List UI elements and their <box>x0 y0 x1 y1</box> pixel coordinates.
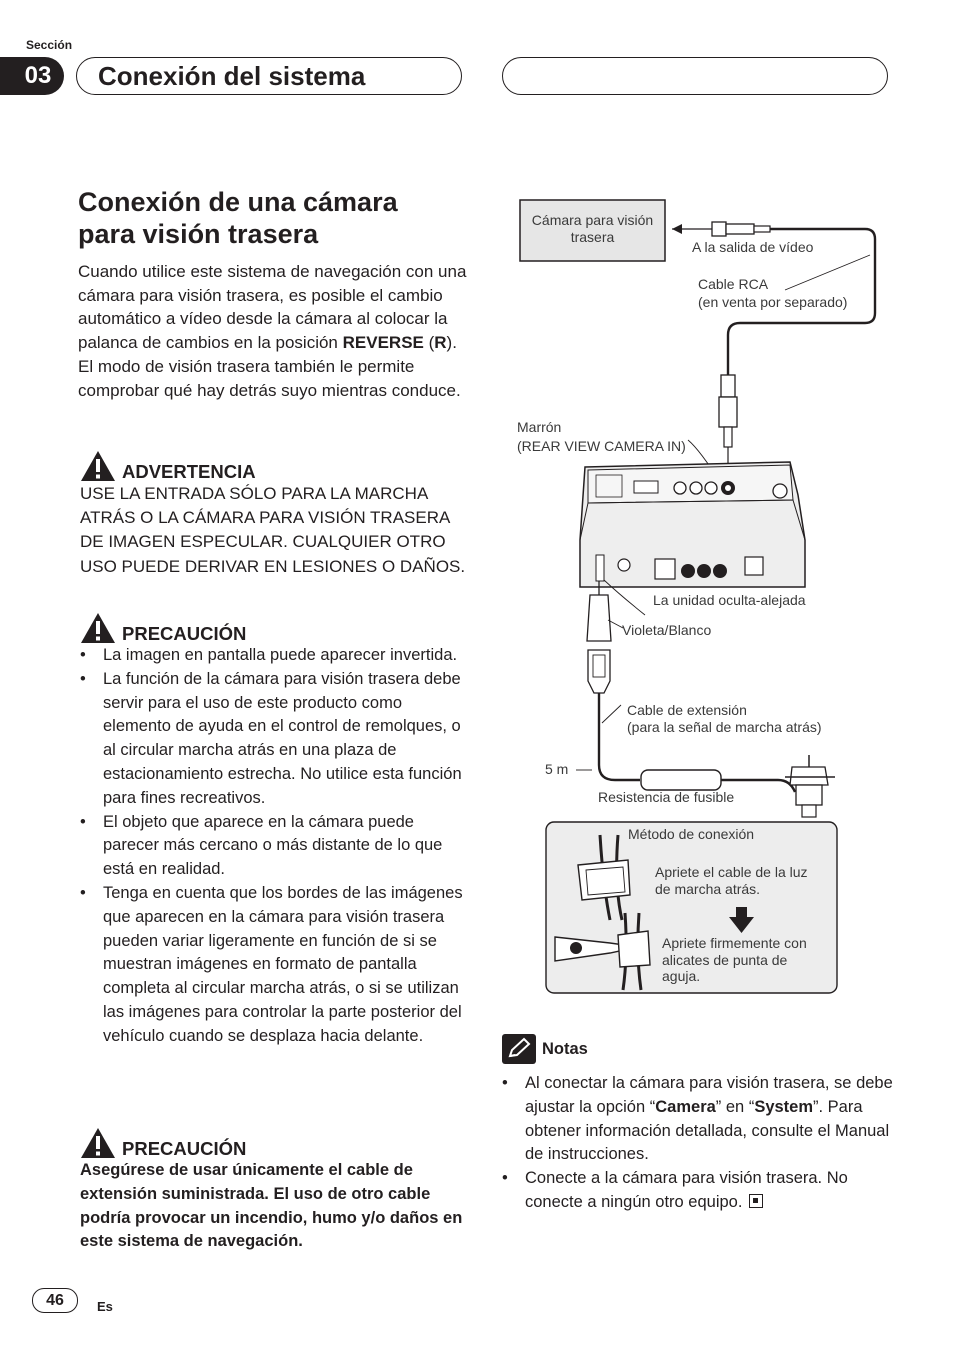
extension-cable-label: Cable de extensión <box>627 702 747 718</box>
notes-header <box>502 1034 894 1064</box>
violet-white-label: Violeta/Blanco <box>622 622 712 638</box>
section-right-frame <box>502 57 888 95</box>
intro-text-3: ). El modo de visión trasera también le permite comprobar qué hay detrás suyo mientras conduce. <box>78 333 461 400</box>
intro-bold-r: R <box>434 333 447 353</box>
section-title: Conexión del sistema <box>98 61 366 91</box>
warning-label: ADVERTENCIA <box>122 461 256 482</box>
list-item: • El objeto que aparece en la cámara puede parecer más cercano o más distante de lo que está en realidad. <box>80 811 472 882</box>
warning-text: USE LA ENTRADA SÓLO PARA LA MARCHA ATRÁS O LA CÁMARA PARA VISIÓN TRASERA DE IMAGEN ESPECULAR. CUALQUIER OTRO USO PUEDE DERIVAR EN LESIONES O DAÑOS. <box>80 484 466 576</box>
warning-triangle-icon <box>80 612 116 644</box>
list-item: • La función de la cámara para visión trasera debe servir para el uso de este producto como elemento de ayuda en el control de remolques, o al circular marcha atrás en una plaza de estacionamiento estrecha. No utilice esta función para fines recreativos. <box>80 668 472 811</box>
warning-triangle-icon <box>80 1127 116 1159</box>
hideaway-unit-label: La unidad oculta-alejada <box>653 592 806 608</box>
brown-wire-label: Marrón <box>517 419 562 435</box>
warning-header <box>80 450 470 482</box>
notes-list <box>502 1072 894 1215</box>
camera-box-label: Cámara para visión trasera <box>531 212 654 245</box>
caution-list <box>80 644 472 1049</box>
language-code: Es <box>97 1299 113 1314</box>
list-item: • La imagen en pantalla puede aparecer invertida. <box>80 644 472 668</box>
note1-bold-system: System <box>754 1097 814 1116</box>
step1-line1: Apriete el cable de la luz <box>655 864 808 880</box>
fuse-resistor-label: Resistencia de fusible <box>598 789 735 805</box>
brown-wire-terminal: (REAR VIEW CAMERA IN) <box>517 438 686 454</box>
step1-line2: de marcha atrás. <box>655 881 761 897</box>
caution-label-1: PRECAUCIÓN <box>122 623 247 644</box>
section-number-badge: 03 <box>0 57 64 95</box>
note2-text: Conecte a la cámara para visión trasera. No conecte a ningún otro equipo. <box>525 1169 848 1211</box>
step2-line2: alicates de punta de <box>662 952 788 968</box>
caution-header-2 <box>80 1127 472 1159</box>
note1-text-3: ”. Para obtener información detallada, consulte el Manual de instrucciones. <box>525 1097 890 1164</box>
rca-cable-label: Cable RCA <box>698 276 769 292</box>
list-item <box>502 1167 894 1215</box>
caution-label-2: PRECAUCIÓN <box>122 1138 247 1159</box>
note1-text-2: ” en “ <box>715 1097 755 1116</box>
caution-block-1 <box>80 612 472 1049</box>
intro-bold-reverse: REVERSE <box>342 333 424 353</box>
list-item: • Tenga en cuenta que los bordes de las imágenes que aparecen en la cámara para visión trasera pueden variar ligeramente en función de si se muestran imágenes en formato de pantalla completa al circular marcha atrás, o si se utilizan las imágenes para controlar la parte posterior del vehículo cuando se desplaza hacia delante. <box>80 882 472 1049</box>
warning-block <box>80 450 470 579</box>
intro-text-2: ( <box>423 333 435 353</box>
step2-line3: aguja. <box>662 968 701 984</box>
note1-text-1: Al conectar la cámara para visión trasera, se debe ajustar la opción “ <box>525 1074 893 1116</box>
page-number: 46 <box>32 1288 78 1313</box>
end-mark-icon <box>749 1194 763 1208</box>
notes-block <box>502 1034 894 1215</box>
list-item <box>502 1072 894 1167</box>
page-title-line1: Conexión de una cámara <box>78 187 398 217</box>
notes-label: Notas <box>542 1039 588 1058</box>
connection-diagram <box>500 195 940 1000</box>
intro-text-1: Cuando utilice este sistema de navegación con una cámara para visión trasera, es posible el cambio automático a vídeo desde la cámara al colocar la palanca de cambios en la posición <box>78 262 467 353</box>
step2-line1: Apriete firmemente con <box>662 935 807 951</box>
caution-block-2 <box>80 1127 472 1254</box>
page-title <box>78 186 478 250</box>
rca-cable-note: (en venta por separado) <box>698 294 848 310</box>
section-label: Sección <box>26 38 73 52</box>
caution-header-1 <box>80 612 472 644</box>
intro-paragraph <box>78 260 470 402</box>
cable-length-label: 5 m <box>545 761 569 777</box>
page-title-line2: para visión trasera <box>78 219 319 249</box>
pencil-note-icon <box>502 1034 536 1064</box>
caution-text-2: Asegúrese de usar únicamente el cable de extensión suministrada. El uso de otro cable podría provocar un incendio, humo y/o daños en este sistema de navegación. <box>80 1161 463 1251</box>
note1-bold-camera: Camera <box>655 1097 716 1116</box>
warning-triangle-icon <box>80 450 116 482</box>
extension-cable-note: (para la señal de marcha atrás) <box>627 719 822 735</box>
connection-method-label: Método de conexión <box>628 826 755 842</box>
video-out-label: A la salida de vídeo <box>692 239 814 255</box>
